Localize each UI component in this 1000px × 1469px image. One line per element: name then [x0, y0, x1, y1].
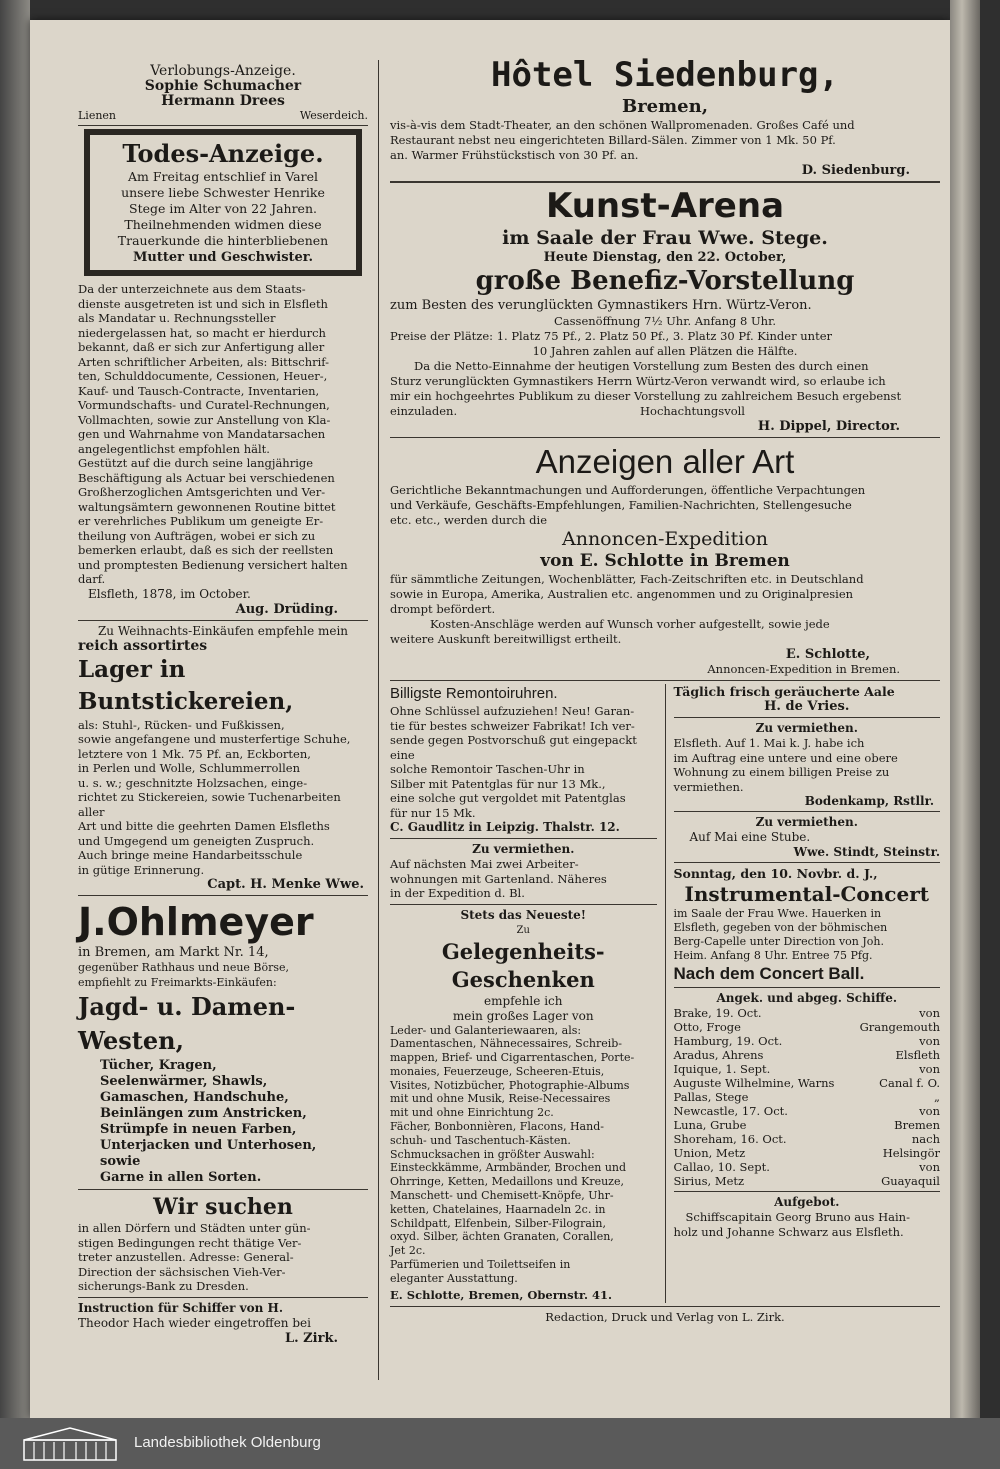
right-subcolumns [390, 684, 940, 1303]
rule [674, 987, 941, 988]
text-line: im Auftrag eine untere und eine obere [673, 750, 898, 765]
gelegenheit-lines [390, 1024, 657, 1286]
text-line: Schildpatt, Elfenbein, Silber-Filograin, [390, 1216, 606, 1230]
text-line: Garne in allen Sorten. [100, 1170, 262, 1185]
anzeigen-line: Kosten-Anschläge werden auf Wunsch vorher aufgestellt, sowie jede [430, 617, 830, 631]
arena-closing [390, 404, 940, 419]
imprint: Redaction, Druck und Verlag von L. Zirk. [545, 1309, 785, 1324]
todes-title: Todes-Anzeige. [122, 139, 324, 168]
text-line: Ohrringe, Ketten, Medaillons und Kreuze, [390, 1175, 624, 1189]
ship-port: von [919, 1104, 940, 1118]
ship-row [674, 1090, 941, 1104]
vermiethen2-signature: Bodenkamp, Rstllr. [804, 794, 934, 808]
rule [390, 181, 940, 183]
text-line: Tücher, Kragen, [100, 1058, 217, 1073]
anzeigen-line: sowie in Europa, Amerika, Australien etc. angenommen und zu Originalpresien [390, 587, 854, 601]
schiffe-ad [674, 991, 941, 1188]
anzeigen-line: etc. etc., werden durch die [390, 513, 548, 527]
zirk-signature: L. Zirk. [284, 1330, 338, 1346]
text-line: Schmucksachen in größter Auswahl: [390, 1147, 595, 1161]
todes-line: Stege im Alter von 22 Jahren. [129, 201, 317, 216]
todes-anzeige [84, 129, 362, 276]
todes-line: Mutter und Geschwister. [133, 250, 313, 265]
aufgebot-title: Aufgebot. [774, 1195, 840, 1209]
menke-ad [78, 624, 368, 893]
anzeigen-line: von E. Schlotte in Bremen [540, 551, 790, 571]
ship-row [674, 1174, 941, 1188]
text-line: Ohne Schlüssel aufzuziehen! Neu! Garan- [390, 704, 635, 718]
remontoir-ad [390, 684, 657, 835]
text-line: als Mandatar u. Rechnungssteller [78, 311, 276, 325]
library-building-icon [22, 1426, 118, 1462]
text-line: Seelenwärmer, Shawls, [100, 1074, 268, 1089]
ship-name: Sirius, Metz [673, 1174, 745, 1188]
ship-port: von [919, 1160, 940, 1174]
text-line: und Umgegend um geneigten Zuspruch. [78, 833, 315, 848]
wir-title: Wir suchen [153, 1194, 293, 1220]
arena-ad [390, 186, 940, 434]
text-line: Fächer, Bonbonnièren, Flacons, Hand- [390, 1120, 604, 1134]
rule [78, 620, 368, 621]
gelegenheit-line: empfehle ich [484, 993, 563, 1008]
todes-line: Theilnehmenden widmen diese [124, 217, 322, 232]
rule [78, 1297, 368, 1298]
rule [674, 862, 941, 863]
hotel-signature: D. Siedenburg. [801, 163, 910, 178]
page-left-edge [0, 0, 30, 1418]
vermiethen1-ad [390, 842, 657, 901]
text-line: mit und ohne Einrichtung 2c. [390, 1106, 554, 1120]
aufgebot-line: Schiffscapitain Georg Bruno aus Hain- [685, 1210, 910, 1224]
right-column [390, 40, 940, 1325]
anzeigen-line: Annoncen-Expedition [561, 528, 769, 550]
rule [390, 838, 657, 839]
rule [78, 125, 368, 126]
text-line: Visites, Notizbücher, Photographie-Albums [390, 1078, 630, 1092]
text-line: eleganter Ausstattung. [390, 1271, 518, 1285]
ship-row [674, 1160, 941, 1174]
text-line: sende gegen Postvorschuß gut eingepackt eine [390, 733, 637, 762]
ship-port: Grangemouth [859, 1020, 940, 1034]
ship-name: Brake, 19. Oct. [673, 1006, 762, 1020]
text-line: niedergelassen hat, so macht er hierdurch [78, 325, 326, 340]
arena-line: Cassenöffnung 7½ Uhr. Anfang 8 Uhr. [554, 314, 776, 328]
text-line: in Perlen und Wolle, Schlummerrollen [78, 761, 300, 775]
text-line: Art und bitte die geehrten Damen Elsfleths [78, 819, 330, 833]
ship-port: Guayaquil [881, 1174, 940, 1188]
ship-name: Iquique, 1. Sept. [673, 1062, 771, 1076]
aale-ad [674, 684, 941, 714]
text-line: sowie [100, 1154, 141, 1169]
text-line: und promptesten Bedienung versichert halten [78, 557, 348, 572]
text-line: treter anzustellen. Adresse: General- [78, 1250, 294, 1264]
text-line: Auch bringe meine Handarbeitsschule [78, 848, 303, 862]
ship-row [674, 1048, 941, 1062]
ship-port: Canal f. O. [879, 1076, 940, 1090]
sub-left [390, 684, 666, 1303]
gelegenheit-zu: Zu [516, 924, 530, 936]
arena-line: 10 Jahren zahlen auf allen Plätzen die Hälfte. [532, 344, 798, 358]
ship-row [674, 1104, 941, 1118]
text-line: Auf nächsten Mai zwei Arbeiter- [390, 857, 579, 871]
ship-name: Callao, 10. Sept. [673, 1160, 770, 1174]
hotel-line: vis-à-vis dem Stadt-Theater, an den schönen Wallpromenaden. Großes Café und [390, 118, 855, 132]
ship-row [674, 1062, 941, 1076]
arena-line: zum Besten des verunglückten Gymnastikers Hrn. Würtz-Veron. [390, 298, 812, 313]
ship-row [674, 1020, 941, 1034]
menke-headline: Lager in Buntstickereien, [78, 655, 294, 715]
rule [78, 895, 368, 896]
zirk-line: Theodor Hach wieder eingetroffen bei [78, 1315, 311, 1330]
text-line: eine solche gut vergoldet mit Patentglas [390, 791, 626, 805]
ohlmeyer-line: in Bremen, am Markt Nr. 14, [78, 945, 269, 960]
remontoir-lines [390, 704, 657, 820]
druding-date: Elsfleth, 1878, im October. [88, 586, 251, 601]
left-column [78, 40, 368, 1346]
ship-row [674, 1076, 941, 1090]
concert-lines [674, 907, 941, 963]
text-line: oxyd. Silber, ächten Granaten, Corallen, [390, 1230, 614, 1244]
remontoir-signature: C. Gaudlitz in Leipzig. Thalstr. 12. [390, 820, 620, 834]
verlobung-title: Verlobungs-Anzeige. [150, 63, 296, 79]
ship-name: Pallas, Stege [673, 1090, 749, 1104]
text-line: Vormundschafts- und Curatel-Rechnungen, [78, 398, 330, 412]
text-line: Parfümerien und Toilettseifen in [390, 1258, 571, 1272]
arena-line: Heute Dienstag, den 22. October, [543, 250, 787, 265]
verlobung-place-right: Weserdeich. [299, 109, 368, 122]
menke-signature: Capt. H. Menke Wwe. [207, 877, 364, 892]
text-line: er verehrliches Publikum um geneigte Er- [78, 514, 324, 528]
viewer-footer [0, 1418, 1000, 1469]
vermiethen3-line: Auf Mai eine Stube. [689, 830, 811, 844]
text-line: angelegentlichst empfohlen hält. [78, 441, 270, 456]
text-line: Heim. Anfang 8 Uhr. Entree 75 Pfg. [673, 949, 873, 962]
menke-lines [78, 718, 368, 878]
ohlmeyer-items [78, 1058, 368, 1186]
aufgebot-line: holz und Johanne Schwarz aus Elsfleth. [673, 1225, 904, 1239]
rule [674, 1191, 941, 1192]
text-line: mappen, Brief- und Cigarrentaschen, Porte- [390, 1051, 635, 1065]
arena-signature: H. Dippel, Director. [757, 419, 900, 434]
gelegenheit-ad [390, 908, 657, 1303]
text-line: waltungsämtern gewonnenen Routine bittet [78, 499, 336, 514]
hotel-line: an. Warmer Frühstückstisch von 30 Pf. an. [390, 148, 639, 162]
anzeigen-signature-line: Annoncen-Expedition in Bremen. [707, 662, 900, 676]
text-line: Arten schriftlicher Arbeiten, als: Bittschrif- [78, 354, 330, 369]
ship-row [674, 1146, 941, 1160]
ohlmeyer-headline: Jagd- u. Damen-Westen, [78, 992, 296, 1055]
rule [390, 680, 940, 681]
verlobung-ad [78, 64, 368, 122]
gelegenheit-title: Stets das Neueste! [460, 907, 587, 922]
text-line: Jet 2c. [390, 1244, 426, 1258]
arena-line: Sturz verunglückten Gymnastikers Herrn Würtz-Veron verwandt wird, so erlaube ich [390, 374, 886, 388]
text-line: bekannt, daß er sich zur Anfertigung aller [78, 340, 325, 354]
text-line: Unterjacken und Unterhosen, [100, 1138, 317, 1153]
ship-name: Union, Metz [673, 1146, 746, 1160]
ship-name: Auguste Wilhelmine, Warns [673, 1076, 835, 1090]
text-line: schuh- und Taschentuch-Kästen. [390, 1133, 571, 1147]
gelegenheit-line: mein großes Lager von [452, 1008, 594, 1023]
ship-row [674, 1132, 941, 1146]
arena-title: Kunst-Arena [545, 186, 785, 226]
concert-ball: Nach dem Concert Ball. [673, 964, 865, 983]
anzeigen-line: Gerichtliche Bekanntmachungen und Aufforderungen, öffentliche Verpachtungen [390, 483, 866, 497]
text-line: sicherungs-Bank zu Dresden. [78, 1279, 249, 1293]
ohlmeyer-line: empfiehlt zu Freimarkts-Einkäufen: [78, 976, 277, 989]
ship-port: Bremen [894, 1118, 940, 1132]
concert-headline: Instrumental-Concert [684, 882, 929, 906]
text-line: stigen Bedingungen recht thätige Ver- [78, 1235, 302, 1250]
verlobung-name2: Hermann Drees [161, 93, 285, 109]
text-line: mit und ohne Musik, Reise-Necessaires [390, 1092, 611, 1106]
anzeigen-signature: E. Schlotte, [785, 647, 870, 662]
schiffe-title: Angek. und abgeg. Schiffe. [716, 991, 898, 1005]
concert-line: Sonntag, den 10. Novbr. d. J., [673, 866, 878, 881]
todes-line: Am Freitag entschlief in Varel [127, 169, 318, 184]
text-line: Direction der sächsischen Vieh-Ver- [78, 1264, 286, 1279]
text-line: u. s. w.; geschnitzte Holzsachen, einge- [78, 775, 308, 790]
arena-line: Preise der Plätze: 1. Platz 75 Pf., 2. Platz 50 Pf., 3. Platz 30 Pf. Kinder unter [390, 329, 832, 343]
text-line: in allen Dörfern und Städten unter gün- [78, 1221, 311, 1235]
text-line: solche Remontoir Taschen-Uhr in [390, 762, 585, 776]
hotel-name: Hôtel Siedenburg, [491, 55, 839, 95]
anzeigen-line: drompt befördert. [390, 602, 496, 616]
rule [674, 717, 941, 718]
ship-port: nach [911, 1132, 940, 1146]
text-line: letztere von 1 Mk. 75 Pf. an, Eckborten, [78, 746, 311, 761]
text-line: sowie angefangene und musterfertige Schuhe, [78, 732, 351, 746]
verlobung-place-left: Lienen [78, 109, 117, 122]
druding-ad [78, 282, 368, 587]
aale-signature: H. de Vries. [764, 699, 850, 714]
arena-line: mir ein hochgeehrtes Publikum zu dieser Vorstellung zu zahlreichem Besuch ergebenst [390, 389, 902, 403]
text-line: darf. [78, 572, 106, 586]
todes-line: Trauerkunde die hinterbliebenen [117, 233, 329, 248]
text-line: Gamaschen, Handschuhe, [100, 1090, 289, 1105]
arena-line: Da die Netto-Einnahme der heutigen Vorstellung zum Besten des durch einen [414, 359, 869, 373]
ship-name: Shoreham, 16. Oct. [673, 1132, 787, 1146]
anzeigen-line: weitere Auskunft bereitwilligst ertheilt. [390, 632, 622, 646]
text-line: in der Expedition d. Bl. [390, 886, 525, 900]
rule [390, 437, 940, 438]
ship-name: Luna, Grube [673, 1118, 747, 1132]
zirk-line: Instruction für Schiffer von H. [78, 1300, 284, 1315]
text-line: Gestützt auf die durch seine langjährige [78, 456, 314, 470]
text-line: theilung von Aufträgen, wobei er sich zu [78, 528, 316, 543]
ship-name: Aradus, Ahrens [673, 1048, 764, 1062]
vermiethen1-title: Zu vermiethen. [472, 842, 575, 856]
text-line: bemerken erlaubt, daß es sich der reellsten [78, 543, 334, 557]
text-line: vermiethen. [673, 779, 744, 794]
text-line: dienste ausgetreten ist und sich in Elsfleth [78, 296, 328, 311]
text-line: gen und Wahrnahme von Mandatarsachen [78, 427, 326, 441]
zirk-ad [78, 1301, 368, 1346]
vermiethen2-ad [674, 721, 941, 808]
text-line: ten, Schulddocumente, Cessionen, Heuer-, [78, 369, 328, 383]
text-line: monaies, Feuerzeuge, Scheeren-Etuis, [390, 1064, 605, 1078]
text-line: Damentaschen, Nähnecessaires, Schreib- [390, 1037, 622, 1051]
anzeigen-ad [390, 441, 940, 677]
ship-row [674, 1118, 941, 1132]
rule [390, 904, 657, 905]
library-name: Landesbibliothek Oldenburg [134, 1434, 321, 1451]
vermiethen2-title: Zu vermiethen. [755, 721, 858, 735]
arena-line: im Saale der Frau Wwe. Stege. [502, 227, 828, 249]
ship-name: Otto, Froge [673, 1020, 741, 1034]
concert-ad [674, 866, 941, 984]
verlobung-name1: Sophie Schumacher [144, 78, 302, 94]
rule [78, 1189, 368, 1190]
ship-row [674, 1006, 941, 1020]
ohlmeyer-line: gegenüber Rathhaus und neue Börse, [78, 961, 290, 974]
text-line: Wohnung zu einem billigen Preise zu [673, 765, 890, 779]
hotel-ad [390, 54, 940, 178]
text-line: Manschett- und Chemisett-Knöpfe, Uhr- [390, 1189, 614, 1203]
vermiethen3-title: Zu vermiethen. [755, 815, 858, 829]
ship-name: Hamburg, 19. Oct. [673, 1034, 783, 1048]
verlobung-places [78, 109, 368, 122]
aale-line: Täglich frisch geräucherte Aale [673, 684, 895, 699]
text-line: richtet zu Stickereien, sowie Tuchenarbeiten aller [78, 790, 341, 819]
ship-name: Newcastle, 17. Oct. [673, 1104, 788, 1118]
ship-port: von [919, 1006, 940, 1020]
ship-port: von [919, 1062, 940, 1076]
ship-port: Helsingör [882, 1146, 940, 1160]
anzeigen-line: und Verkäufe, Geschäfts-Empfehlungen, Familien-Nachrichten, Stellengesuche [390, 498, 852, 512]
menke-intro: Zu Weihnachts-Einkäufen empfehle mein [97, 623, 349, 638]
wir-suchen-ad [78, 1193, 368, 1294]
rule [390, 1306, 940, 1307]
ohlmeyer-name: J.Ohlmeyer [78, 900, 314, 944]
ohlmeyer-ad [78, 899, 368, 1186]
arena-headline: große Benefiz-Vorstellung [475, 266, 855, 296]
druding-signature: Aug. Drüding. [235, 601, 338, 617]
column-divider [378, 60, 379, 1380]
vermiethen3-ad [674, 815, 941, 859]
aufgebot-ad [674, 1195, 941, 1240]
text-line: ketten, Chatelaines, Haarnadeln 2c. in [390, 1202, 606, 1216]
text-line: im Saale der Frau Wwe. Hauerken in [673, 907, 882, 920]
remontoir-title: Billigste Remontoiruhren. [390, 685, 558, 702]
sub-right [666, 684, 941, 1303]
anzeigen-title: Anzeigen aller Art [535, 443, 795, 480]
text-line: wohnungen mit Gartenland. Näheres [390, 871, 607, 886]
page-right-edge [950, 0, 980, 1418]
wir-lines [78, 1221, 368, 1294]
text-line: als: Stuhl-, Rücken- und Fußkissen, [78, 717, 285, 732]
ship-port: von [919, 1034, 940, 1048]
text-line: in gütige Erinnerung. [78, 862, 205, 877]
text-line: tie für bestes schweizer Fabrikat! Ich ver- [390, 718, 635, 733]
arena-line: einzuladen. [390, 404, 458, 418]
schiffe-rows [674, 1006, 941, 1188]
ship-row [674, 1034, 941, 1048]
text-line: Elsfleth, gegeben von der böhmischen [673, 921, 888, 934]
gelegenheit-headline: Gelegenheits-Geschenken [441, 938, 605, 992]
text-line: Vollmachten, sowie zur Anstellung von Kla- [78, 412, 331, 427]
todes-line: unsere liebe Schwester Henrike [121, 185, 325, 200]
vermiethen2-lines [674, 736, 941, 794]
text-line: Beschäftigung als Actuar bei verschiedenen [78, 470, 335, 485]
text-line: für nur 15 Mk. [390, 805, 476, 820]
text-line: Beinlängen zum Anstricken, [100, 1106, 307, 1121]
text-line: Silber mit Patentglas für nur 13 Mk., [390, 776, 606, 791]
text-line: Kauf- und Tausch-Contracte, Inventarien, [78, 383, 320, 398]
text-line: Berg-Capelle unter Direction von Joh. [673, 935, 884, 948]
ship-port: „ [934, 1090, 940, 1104]
vermiethen1-lines [390, 857, 657, 901]
text-line: Strümpfe in neuen Farben, [100, 1122, 297, 1137]
hotel-city: Bremen, [621, 96, 708, 117]
ship-port: Elsfleth [895, 1048, 940, 1062]
text-line: Elsfleth. Auf 1. Mai k. J. habe ich [673, 736, 865, 750]
gelegenheit-signature: E. Schlotte, Bremen, Obernstr. 41. [390, 1287, 612, 1302]
hotel-line: Restaurant nebst neu eingerichteten Billard-Sälen. Zimmer von 1 Mk. 50 Pf. [390, 133, 836, 147]
vermiethen3-signature: Wwe. Stindt, Steinstr. [793, 845, 940, 859]
text-line: Großherzoglichen Amtsgerichten und Ver- [78, 485, 326, 499]
anzeigen-line: für sämmtliche Zeitungen, Wochenblätter, Fach-Zeitschriften etc. in Deutschland [390, 572, 864, 586]
text-line: Leder- und Galanteriewaaren, als: [390, 1023, 582, 1037]
rule [674, 811, 941, 812]
text-line: Einsteckkämme, Armbänder, Brochen und [390, 1161, 627, 1175]
menke-bold: reich assortirtes [78, 637, 208, 654]
arena-line: Hochachtungsvoll [640, 404, 745, 418]
text-line: Da der unterzeichnete aus dem Staats- [78, 282, 306, 296]
